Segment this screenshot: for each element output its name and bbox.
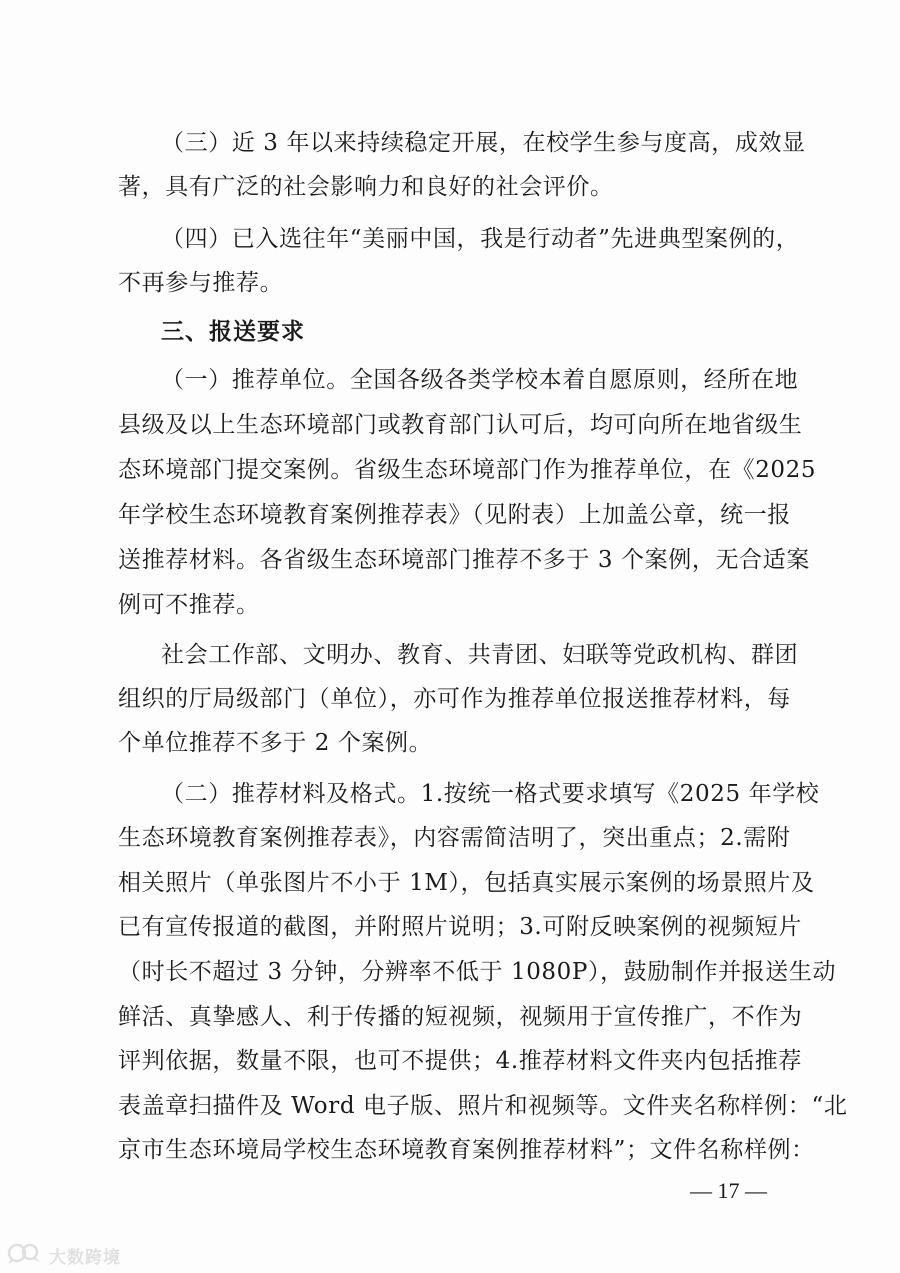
text-line: 著，具有广泛的社会影响力和良好的社会评价。 xyxy=(118,174,614,200)
text-line: 县级及以上生态环境部门或教育部门认可后，均可向所在地省级生 xyxy=(118,412,803,438)
page-number: — 17 — xyxy=(690,1178,767,1203)
text-line: 已有宣传报道的截图，并附照片说明；3.可附反映案例的视频短片 xyxy=(118,914,802,940)
chat-bubble-logo-icon xyxy=(6,1241,44,1269)
text-line: （时长不超过 3 分钟，分辨率不低于 1080P），鼓励制作并报送生动 xyxy=(118,959,837,985)
text-line: 京市生态环境局学校生态环境教育案例推荐材料”；文件名称样例： xyxy=(118,1137,815,1163)
text-line: （二）推荐材料及格式。1.按统一格式要求填写《2025 年学校 xyxy=(161,781,820,807)
text-line: （三）近 3 年以来持续稳定开展，在校学生参与度高，成效显 xyxy=(161,130,806,156)
section-heading: 三、报送要求 xyxy=(161,319,305,345)
text-line: 不再参与推荐。 xyxy=(118,270,284,296)
text-line: 生态环境教育案例推荐表》，内容需简洁明了，突出重点；2.需附 xyxy=(118,825,791,851)
text-line: 相关照片（单张图片不小于 1M），包括真实展示案例的场景照片及 xyxy=(118,870,815,896)
text-line: 社会工作部、文明办、教育、共青团、妇联等党政机构、群团 xyxy=(161,642,799,668)
text-line: 态环境部门提交案例。省级生态环境部门作为推荐单位，在《2025 xyxy=(118,457,817,483)
text-line: 评判依据，数量不限，也可不提供；4.推荐材料文件夹内包括推荐 xyxy=(118,1048,802,1074)
text-line: 个单位推荐不多于 2 个案例。 xyxy=(118,730,433,756)
text-line: 鲜活、真挚感人、利于传播的短视频，视频用于宣传推广，不作为 xyxy=(118,1004,803,1030)
text-line: 送推荐材料。各省级生态环境部门推荐不多于 3 个案例，无合适案 xyxy=(118,547,810,573)
watermark xyxy=(6,1241,121,1269)
watermark-text: 大数跨境 xyxy=(49,1247,121,1268)
text-line: 例可不推荐。 xyxy=(118,592,260,618)
text-line: （一）推荐单位。全国各级各类学校本着自愿原则，经所在地 xyxy=(161,367,799,393)
text-line: 年学校生态环境教育案例推荐表》（见附表）上加盖公章，统一报 xyxy=(118,502,791,528)
text-line: 表盖章扫描件及 Word 电子版、照片和视频等。文件夹名称样例：“北 xyxy=(118,1093,848,1119)
text-line: （四）已入选往年“美丽中国，我是行动者”先进典型案例的， xyxy=(161,226,800,252)
text-line: 组织的厅局级部门（单位），亦可作为推荐单位报送推荐材料，每 xyxy=(118,686,791,712)
